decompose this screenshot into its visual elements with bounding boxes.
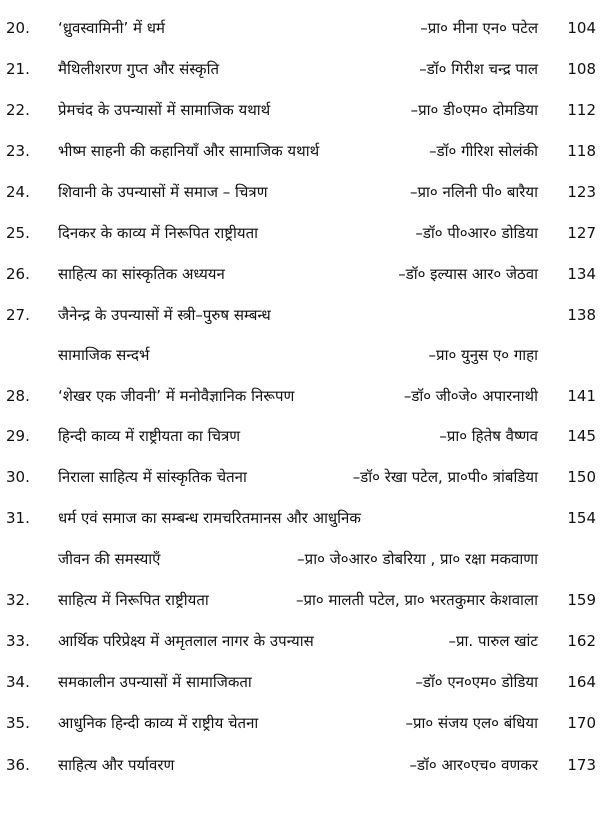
- toc-entry: [0, 259, 600, 289]
- entry-number: 28.: [6, 387, 30, 405]
- entry-page-number: 145: [567, 427, 596, 445]
- entry-number: 26.: [6, 265, 30, 283]
- entry-author: –प्रा० संजय एल० बंधिया: [405, 714, 538, 732]
- entry-number: 27.: [6, 306, 30, 324]
- toc-entry: [0, 462, 600, 492]
- entry-author: –प्रा० जे०आर० डोबरिया , प्रा० रक्षा मकवाणा: [297, 550, 538, 568]
- entry-author: –डॉ० जी०जे० अपारनाथी: [403, 387, 538, 405]
- entry-page-number: 134: [567, 265, 596, 283]
- toc-entry: [0, 13, 600, 43]
- entry-title: भीष्म साहनी की कहानियाँ और सामाजिक यथार्थ: [58, 142, 320, 160]
- entry-page-number: 150: [567, 468, 596, 486]
- toc-entry: [0, 95, 600, 125]
- entry-page-number: 141: [567, 387, 596, 405]
- entry-author: –प्रा० नलिनी पी० बारैया: [410, 183, 538, 201]
- entry-author: –प्रा० डी०एम० दोमडिया: [410, 101, 538, 119]
- entry-number: 30.: [6, 468, 30, 486]
- toc-entry: [0, 136, 600, 166]
- toc-entry: [0, 54, 600, 84]
- entry-page-number: 170: [567, 714, 596, 732]
- entry-page-number: 154: [567, 509, 596, 527]
- entry-title: जीवन की समस्याएँ: [58, 550, 161, 568]
- entry-title: निराला साहित्य में सांस्कृतिक चेतना: [58, 468, 247, 486]
- toc-entry: [0, 750, 600, 780]
- entry-number: 21.: [6, 60, 30, 78]
- entry-author: –डॉ० गिरीश चन्द्र पाल: [419, 60, 538, 78]
- entry-title: ‘शेखर एक जीवनी’ में मनोवैज्ञानिक निरूपण: [58, 387, 295, 405]
- entry-title: हिन्दी काव्य में राष्ट्रीयता का चित्रण: [58, 427, 241, 445]
- entry-page-number: 118: [567, 142, 596, 160]
- entry-author: –डॉ० इल्यास आर० जेठवा: [398, 265, 538, 283]
- toc-entry: [0, 177, 600, 207]
- toc-entry: [0, 708, 600, 738]
- entry-author: –प्रा० मालती पटेल, प्रा० भरतकुमार केशवाला: [296, 591, 538, 609]
- entry-number: 35.: [6, 714, 30, 732]
- toc-entry: [0, 421, 600, 451]
- entry-author: –डॉ० रेखा पटेल, प्रा०पी० त्रांबडिया: [352, 468, 538, 486]
- entry-author: –प्रा. पारुल खांट: [448, 632, 538, 650]
- entry-title: आधुनिक हिन्दी काव्य में राष्ट्रीय चेतना: [58, 714, 259, 732]
- entry-title: समकालीन उपन्यासों में सामाजिकता: [58, 673, 252, 691]
- entry-number: 34.: [6, 673, 30, 691]
- entry-number: 32.: [6, 591, 30, 609]
- entry-author: –डॉ० एन०एम० डोडिया: [415, 673, 538, 691]
- entry-number: 24.: [6, 183, 30, 201]
- entry-title: जैनेन्द्र के उपन्यासों में स्त्री–पुरुष सम्बन्ध: [58, 306, 271, 324]
- toc-entry: [0, 218, 600, 248]
- entry-title: ‘ध्रुवस्वामिनी’ में धर्म: [58, 19, 165, 37]
- entry-number: 25.: [6, 224, 30, 242]
- entry-title: प्रेमचंद के उपन्यासों में सामाजिक यथार्थ: [58, 101, 271, 119]
- entry-page-number: 162: [567, 632, 596, 650]
- toc-entry: [0, 503, 600, 533]
- entry-title: दिनकर के काव्य में निरूपित राष्ट्रीयता: [58, 224, 259, 242]
- entry-title: सामाजिक सन्दर्भ: [58, 346, 150, 364]
- entry-page-number: 138: [567, 306, 596, 324]
- toc-entry: [0, 667, 600, 697]
- entry-page-number: 127: [567, 224, 596, 242]
- entry-title: साहित्य में निरूपित राष्ट्रीयता: [58, 591, 209, 609]
- entry-title: साहित्य का सांस्कृतिक अध्ययन: [58, 265, 225, 283]
- entry-title: मैथिलीशरण गुप्त और संस्कृति: [58, 60, 220, 78]
- entry-number: 36.: [6, 756, 30, 774]
- entry-author: –प्रा० युनुस ए० गाहा: [428, 346, 538, 364]
- entry-number: 31.: [6, 509, 30, 527]
- entry-number: 20.: [6, 19, 30, 37]
- entry-author: –डॉ० गीरिश सोलंकी: [429, 142, 538, 160]
- entry-page-number: 112: [567, 101, 596, 119]
- entry-number: 29.: [6, 427, 30, 445]
- entry-page-number: 108: [567, 60, 596, 78]
- entry-number: 33.: [6, 632, 30, 650]
- entry-page-number: 164: [567, 673, 596, 691]
- entry-page-number: 104: [567, 19, 596, 37]
- entry-number: 23.: [6, 142, 30, 160]
- toc-entry: [0, 381, 600, 411]
- entry-author: –प्रा० हितेष वैष्णव: [439, 427, 538, 445]
- toc-entry: [0, 340, 600, 370]
- entry-title: शिवानी के उपन्यासों में समाज – चित्रण: [58, 183, 268, 201]
- toc-entry: [0, 544, 600, 574]
- entry-page-number: 173: [567, 756, 596, 774]
- entry-author: –डॉ० आर०एच० वणकर: [409, 756, 538, 774]
- toc-entry: [0, 626, 600, 656]
- entry-title: धर्म एवं समाज का सम्बन्ध रामचरितमानस और आधुनिक: [58, 509, 361, 527]
- entry-page-number: 123: [567, 183, 596, 201]
- entry-author: –प्रा० मीना एन० पटेल: [420, 19, 538, 37]
- entry-title: साहित्य और पर्यावरण: [58, 756, 175, 774]
- entry-author: –डॉ० पी०आर० डोडिया: [415, 224, 538, 242]
- toc-entry: [0, 300, 600, 330]
- toc-entry: [0, 585, 600, 615]
- entry-number: 22.: [6, 101, 30, 119]
- entry-title: आर्थिक परिप्रेक्ष्य में अमृतलाल नागर के उपन्यास: [58, 632, 314, 650]
- entry-page-number: 159: [567, 591, 596, 609]
